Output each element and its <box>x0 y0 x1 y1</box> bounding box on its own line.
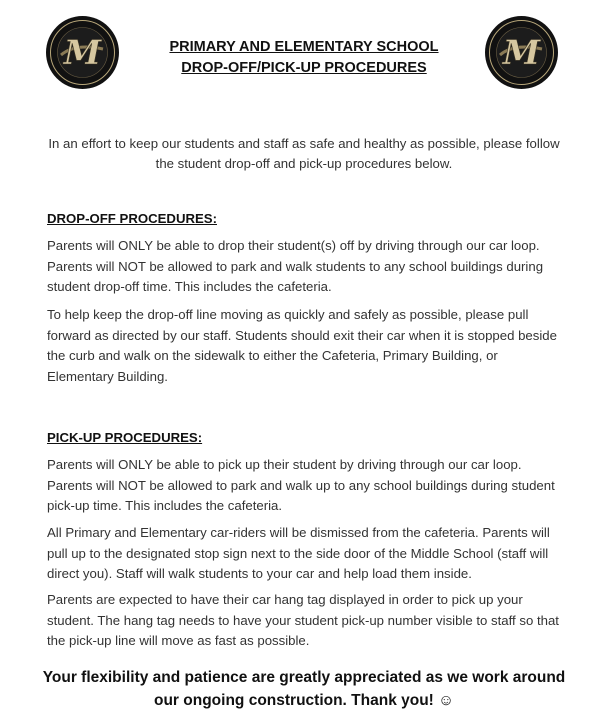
pickup-paragraph-2: All Primary and Elementary car-riders will be dismissed from the cafeteria. Parents will pull up to the designated stop sign next to the side door of the Middle School (staff will direct you). Staff will walk students to your car and help load them inside. <box>47 525 550 581</box>
pickup-heading: PICK-UP PROCEDURES: <box>47 430 203 445</box>
pickup-paragraph-1: Parents will ONLY be able to pick up their student by driving through our car loop. Parents will NOT be allowed to park and walk up to any school buildings during student pick-up time. This includes the cafeteria. <box>47 457 555 513</box>
school-logo-emblem-icon <box>45 15 120 90</box>
page-title-line-1: PRIMARY AND ELEMENTARY SCHOOL <box>169 39 439 55</box>
page-title-line-2: DROP-OFF/PICK-UP PROCEDURES <box>181 60 427 76</box>
closing-message: Your flexibility and patience are greatly appreciated as we work around our ongoing construction. Thank you! ☺ <box>42 669 566 709</box>
school-logo-emblem-icon <box>484 15 559 90</box>
dropoff-heading: DROP-OFF PROCEDURES: <box>47 211 217 226</box>
pickup-paragraph-3: Parents are expected to have their car hang tag displayed in order to pick up your student. The hang tag needs to have your student pick-up number visible to staff so that the pick-up line will move as fast as possible. <box>47 592 559 648</box>
school-logo-right <box>484 15 559 90</box>
intro-text: In an effort to keep our students and staff as safe and healthy as possible, please follow the student drop-off and pick-up procedures below. <box>48 136 560 171</box>
svg-text:M: M <box>63 33 102 73</box>
page-title <box>130 37 478 79</box>
svg-text:M: M <box>502 33 541 73</box>
dropoff-paragraph-2: To help keep the drop-off line moving as quickly and safely as possible, please pull forward as directed by our staff. Students should exit their car when it is stopped beside the curb and walk on the sidewalk to either the Cafeteria, Primary Building, or Elementary Building. <box>47 307 557 384</box>
dropoff-paragraph-1: Parents will ONLY be able to drop their student(s) off by driving through our car loop. Parents will NOT be allowed to park and walk students to any school buildings during student drop-off time. This includes the cafeteria. <box>47 238 544 294</box>
school-logo-left <box>45 15 120 90</box>
